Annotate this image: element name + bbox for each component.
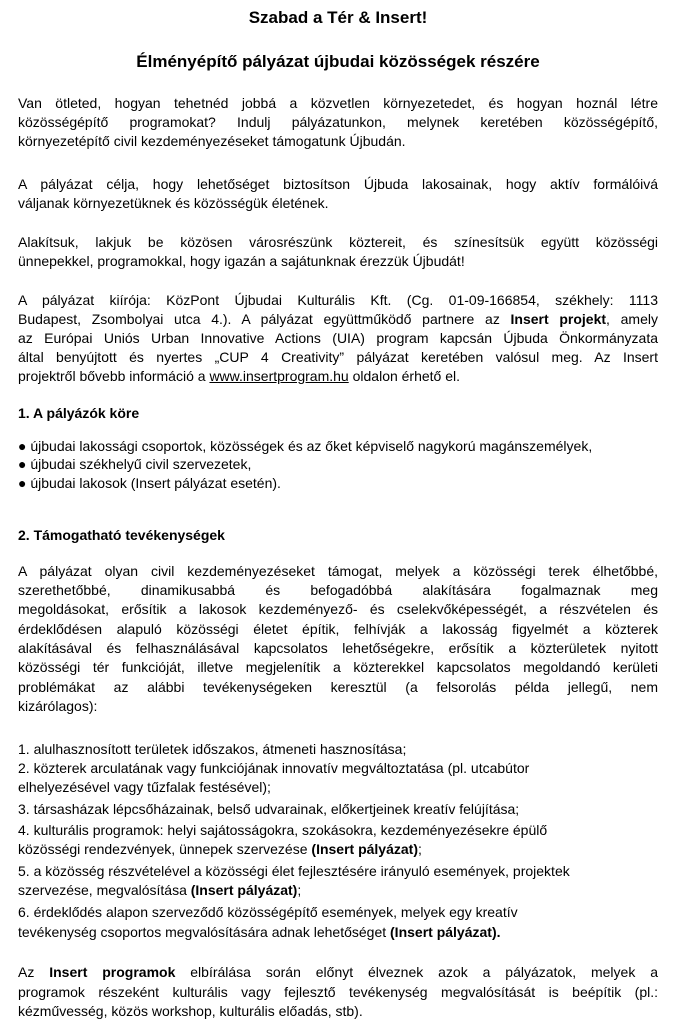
activity-list-item-3: 3. társasházak lépcsőházainak, belső udvarainak, előkertjeinek kreatív felújítása; bbox=[18, 801, 520, 817]
activities-paragraph-line: szerethetőbbé, dinamikusabbá és befogadóbbá alakítására fogalmaznak meg bbox=[18, 582, 658, 598]
activities-paragraph-line: közösségi tér funkcióját, illetve megjelenítik a közterekkel kapcsolatos megoldandó kerületi bbox=[18, 659, 658, 675]
organizer-paragraph-line: által benyújtott és nyertes „CUP 4 Creativity” pályázat keretében valósul meg. Az Insert bbox=[18, 349, 658, 365]
organizer-paragraph-line: projektről bővebb információ a www.insertprogram.hu oldalon érhető el. bbox=[18, 368, 461, 384]
call-paragraph-line: ünnepekkel, programokkal, hogy igazán a sajátunknak érezzük Újbudát! bbox=[18, 253, 465, 269]
insert-tag: (Insert pályázat) bbox=[311, 841, 418, 857]
insert-programs-highlight: Insert programok bbox=[49, 964, 176, 980]
activities-paragraph-line: megoldásokat, erősítik a lakosok kezdeményező- és cselekvőképességét, a részvételen és bbox=[18, 601, 658, 617]
activities-paragraph-line: érdeklődésen alapuló közösségi életet építik, felhívják a lakosság figyelmét a közterek bbox=[18, 621, 658, 637]
activities-paragraph-line: kizárólagos): bbox=[18, 698, 98, 714]
section-2-heading: 2. Támogatható tevékenységek bbox=[18, 527, 225, 543]
document-subtitle: Élményépítő pályázat újbudai közösségek részére bbox=[136, 52, 540, 71]
activities-paragraph-line: alakításával és felhasználásával kapcsolatos lehetőségekre, erősítik a közterületek nyitott bbox=[18, 640, 658, 656]
call-paragraph-line: Alakítsuk, lakjuk be közösen városrészünk köztereit, és színesítsük együtt közösségi bbox=[18, 234, 658, 250]
activity-list-item-1: 1. alulhasznosított területek időszakos, átmeneti hasznosítása; bbox=[18, 741, 407, 757]
intro-paragraph-line: Van ötleted, hogyan tehetnéd jobbá a közvetlen környezetedet, és hogyan hoznál létre bbox=[18, 95, 658, 111]
goal-paragraph-line: váljanak környezetüknek és közösségük életének. bbox=[18, 195, 329, 211]
activity-list-item-6: 6. érdeklődés alapon szerveződő közösségépítő események, melyek egy kreatív bbox=[18, 904, 518, 920]
organizer-paragraph-line: A pályázat kiírója: KözPont Újbudai Kulturális Kft. (Cg. 01-09-166854, székhely: 1113 bbox=[18, 292, 658, 308]
closing-paragraph-line: kézművesség, közös workshop, kulturális előadás, stb). bbox=[18, 1003, 363, 1019]
organizer-paragraph-line: Budapest, Zsombolyai utca 4.). A pályázat együttműködő partnere az Insert projekt, amely bbox=[18, 311, 658, 327]
activities-paragraph-line: problémákat az alábbi tevékenységeken keresztül (a felsorolás példa jellegű, nem bbox=[18, 679, 658, 695]
document-title: Szabad a Tér & Insert! bbox=[248, 8, 428, 27]
applicant-list-item: ● újbudai székhelyű civil szervezetek, bbox=[18, 456, 252, 472]
activity-list-item-2: 2. közterek arculatának vagy funkciójának innovatív megváltoztatása (pl. utcabútor bbox=[18, 760, 530, 776]
applicant-list-item: ● újbudai lakossági csoportok, közösségek és az őket képviselő nagykorú magánszemélyek, bbox=[18, 438, 593, 454]
intro-paragraph-line: közösségépítő programokat? Indulj pályázatunkon, melynek keretében közösségépítő, bbox=[18, 114, 658, 130]
organizer-paragraph-line: az Európai Uniós Urban Innovative Actions (UIA) program kapcsán Újbuda Önkormányzata bbox=[18, 330, 658, 346]
insert-tag: (Insert pályázat) bbox=[190, 882, 298, 898]
activity-list-item-4-cont: közösségi rendezvények, ünnepek szervezése (Insert pályázat); bbox=[18, 841, 422, 857]
activities-paragraph-line: A pályázat olyan civil kezdeményezéseket támogat, melyek a közösségi terek élhetőbbé, bbox=[18, 563, 658, 579]
goal-paragraph-line: A pályázat célja, hogy lehetőséget biztosítson Újbuda lakosainak, hogy aktív formálóivá bbox=[18, 176, 658, 192]
closing-paragraph-line: programok részeként kulturális vagy fejlesztő tevékenység megvalósítását is beépítik (pl.: bbox=[18, 984, 658, 1000]
insert-project-highlight: Insert projekt bbox=[510, 311, 607, 327]
activity-list-item-5: 5. a közösség részvételével a közösségi élet fejlesztésére irányuló események, projektek bbox=[18, 863, 570, 879]
insertprogram-link[interactable]: www.insertprogram.hu bbox=[209, 368, 349, 384]
insert-tag: (Insert pályázat). bbox=[390, 924, 501, 940]
activity-list-item-4: 4. kulturális programok: helyi sajátosságokra, szokásokra, kezdeményezésekre épülő bbox=[18, 822, 548, 838]
closing-paragraph-line: Az Insert programok elbírálása során előnyt élveznek azok a pályázatok, melyek a bbox=[18, 964, 659, 980]
applicant-list-item: ● újbudai lakosok (Insert pályázat esetén). bbox=[18, 475, 281, 491]
activity-list-item-6-cont: tevékenység csoportos megvalósítására adnak lehetőséget (Insert pályázat). bbox=[18, 924, 501, 940]
activity-list-item-5-cont: szervezése, megvalósítása (Insert pályázat); bbox=[18, 882, 302, 898]
activity-list-item-2-cont: elhelyezésével vagy tűzfalak festésével); bbox=[18, 779, 271, 795]
intro-paragraph-line: környezetépítő civil kezdeményezéseket támogatunk Újbudán. bbox=[18, 133, 406, 149]
section-1-heading: 1. A pályázók köre bbox=[18, 405, 140, 421]
